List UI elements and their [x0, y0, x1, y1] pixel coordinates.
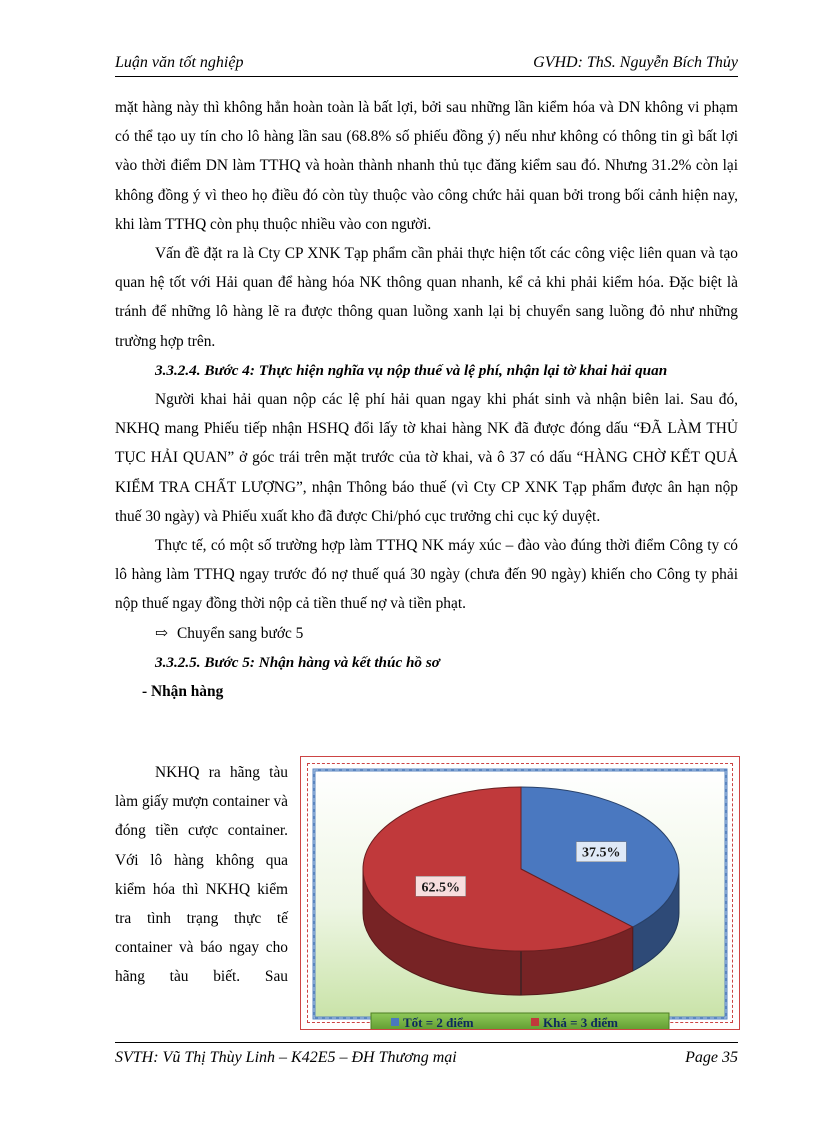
paragraph-3: Người khai hải quan nộp các lệ phí hải quan ngay khi phát sinh và nhận biên lai. Sau đó, NKHQ mang Phiếu tiếp nhận HSHQ đổi lấy tờ khai hàng NK đã được đóng dấu “ĐÃ LÀM THỦ TỤC HẢI QUAN” ở góc trái trên mặt trước của tờ khai, và ô 37 có dấu “HÀNG CHỜ KẾT QUẢ KIỂM TRA CHẤT LƯỢNG”, nhận Thông báo thuế (vì Cty CP XNK Tạp phẩm được ân hạn nộp thuế 30 ngày) và Phiếu xuất kho đã được Chi/phó cục trưởng chi cục ký duyệt.	[115, 391, 738, 525]
paragraph-4: Thực tế, có một số trường hợp làm TTHQ NK máy xúc – đào vào đúng thời điểm Công ty có lô hàng làm TTHQ ngay trước đó nợ thuế quá 30 ngày (chưa đến 90 ngày) khiến cho Công ty phải nộp thuế ngay đồng thời nộp cả tiền thuế nợ và tiền phạt.	[115, 537, 738, 613]
paragraph-1: mặt hàng này thì không hẳn hoàn toàn là bất lợi, bởi sau những lần kiểm hóa và DN không vi phạm có thể tạo uy tín cho lô hàng lần sau (68.8% số phiếu đồng ý) nếu như không có thông tin gì bất lợi vào thời điểm DN làm TTHQ và hoàn thành nhanh thủ tục đăng kiểm sau đó. Nhưng 31.2% còn lại không đồng ý vì theo họ điều đó còn tùy thuộc vào công chức hải quan bởi trong bối cảnh hiện nay, khi làm TTHQ còn phụ thuộc nhiều vào con người.	[115, 99, 738, 233]
legend-swatch-1	[531, 1018, 539, 1026]
subheading-receive-goods: - Nhận hàng	[142, 683, 224, 701]
header-advisor: GVHD: ThS. Nguyễn Bích Thủy	[533, 54, 738, 71]
paragraph-5: NKHQ ra hãng tàu làm giấy mượn container và đóng tiền cược container. Với lô hàng không qua kiểm hóa thì NKHQ kiểm tra tình trạng thực tế container và báo ngay cho hãng tàu biết. Sau	[115, 764, 288, 986]
data-label-1: 62.5%	[421, 880, 460, 896]
paragraph-2: Vấn đề đặt ra là Cty CP XNK Tạp phẩm cần phải thực hiện tốt các công việc liên quan và tạo quan hệ tốt với Hải quan để hàng hóa NK thông quan nhanh, kể cả khi phải kiểm hóa. Đặc biệt là tránh để những lô hàng lẽ ra được thông quan luồng xanh lại bị chuyển sang luồng đỏ như những trường hợp trên.	[115, 245, 738, 350]
page-header	[115, 52, 738, 77]
pie-chart	[301, 757, 739, 1029]
wrapped-paragraph	[115, 758, 288, 992]
pie-slices	[363, 787, 679, 995]
arrow-right-icon: ⇨	[155, 624, 168, 642]
next-step-text: Chuyển sang bước 5	[177, 624, 304, 642]
next-step-bullet	[115, 619, 738, 648]
page-body	[115, 93, 738, 706]
legend-label-1: Khá = 3 điểm	[543, 1015, 618, 1029]
section-heading-step-4: 3.3.2.4. Bước 4: Thực hiện nghĩa vụ nộp thuế và lệ phí, nhận lại tờ khai hải quan	[155, 361, 668, 379]
page-footer	[115, 1042, 738, 1073]
section-heading-step-5: 3.3.2.5. Bước 5: Nhận hàng và kết thúc hồ sơ	[155, 653, 440, 671]
footer-page-number: Page 35	[685, 1049, 738, 1066]
legend-label-0: Tốt = 2 điểm	[403, 1015, 474, 1029]
data-label-0: 37.5%	[582, 845, 621, 861]
pie-chart-figure	[300, 756, 740, 1030]
legend-swatch-0	[391, 1018, 399, 1026]
footer-student: SVTH: Vũ Thị Thùy Linh – K42E5 – ĐH Thương mại	[115, 1049, 457, 1066]
header-thesis-label: Luận văn tốt nghiệp	[115, 54, 244, 71]
